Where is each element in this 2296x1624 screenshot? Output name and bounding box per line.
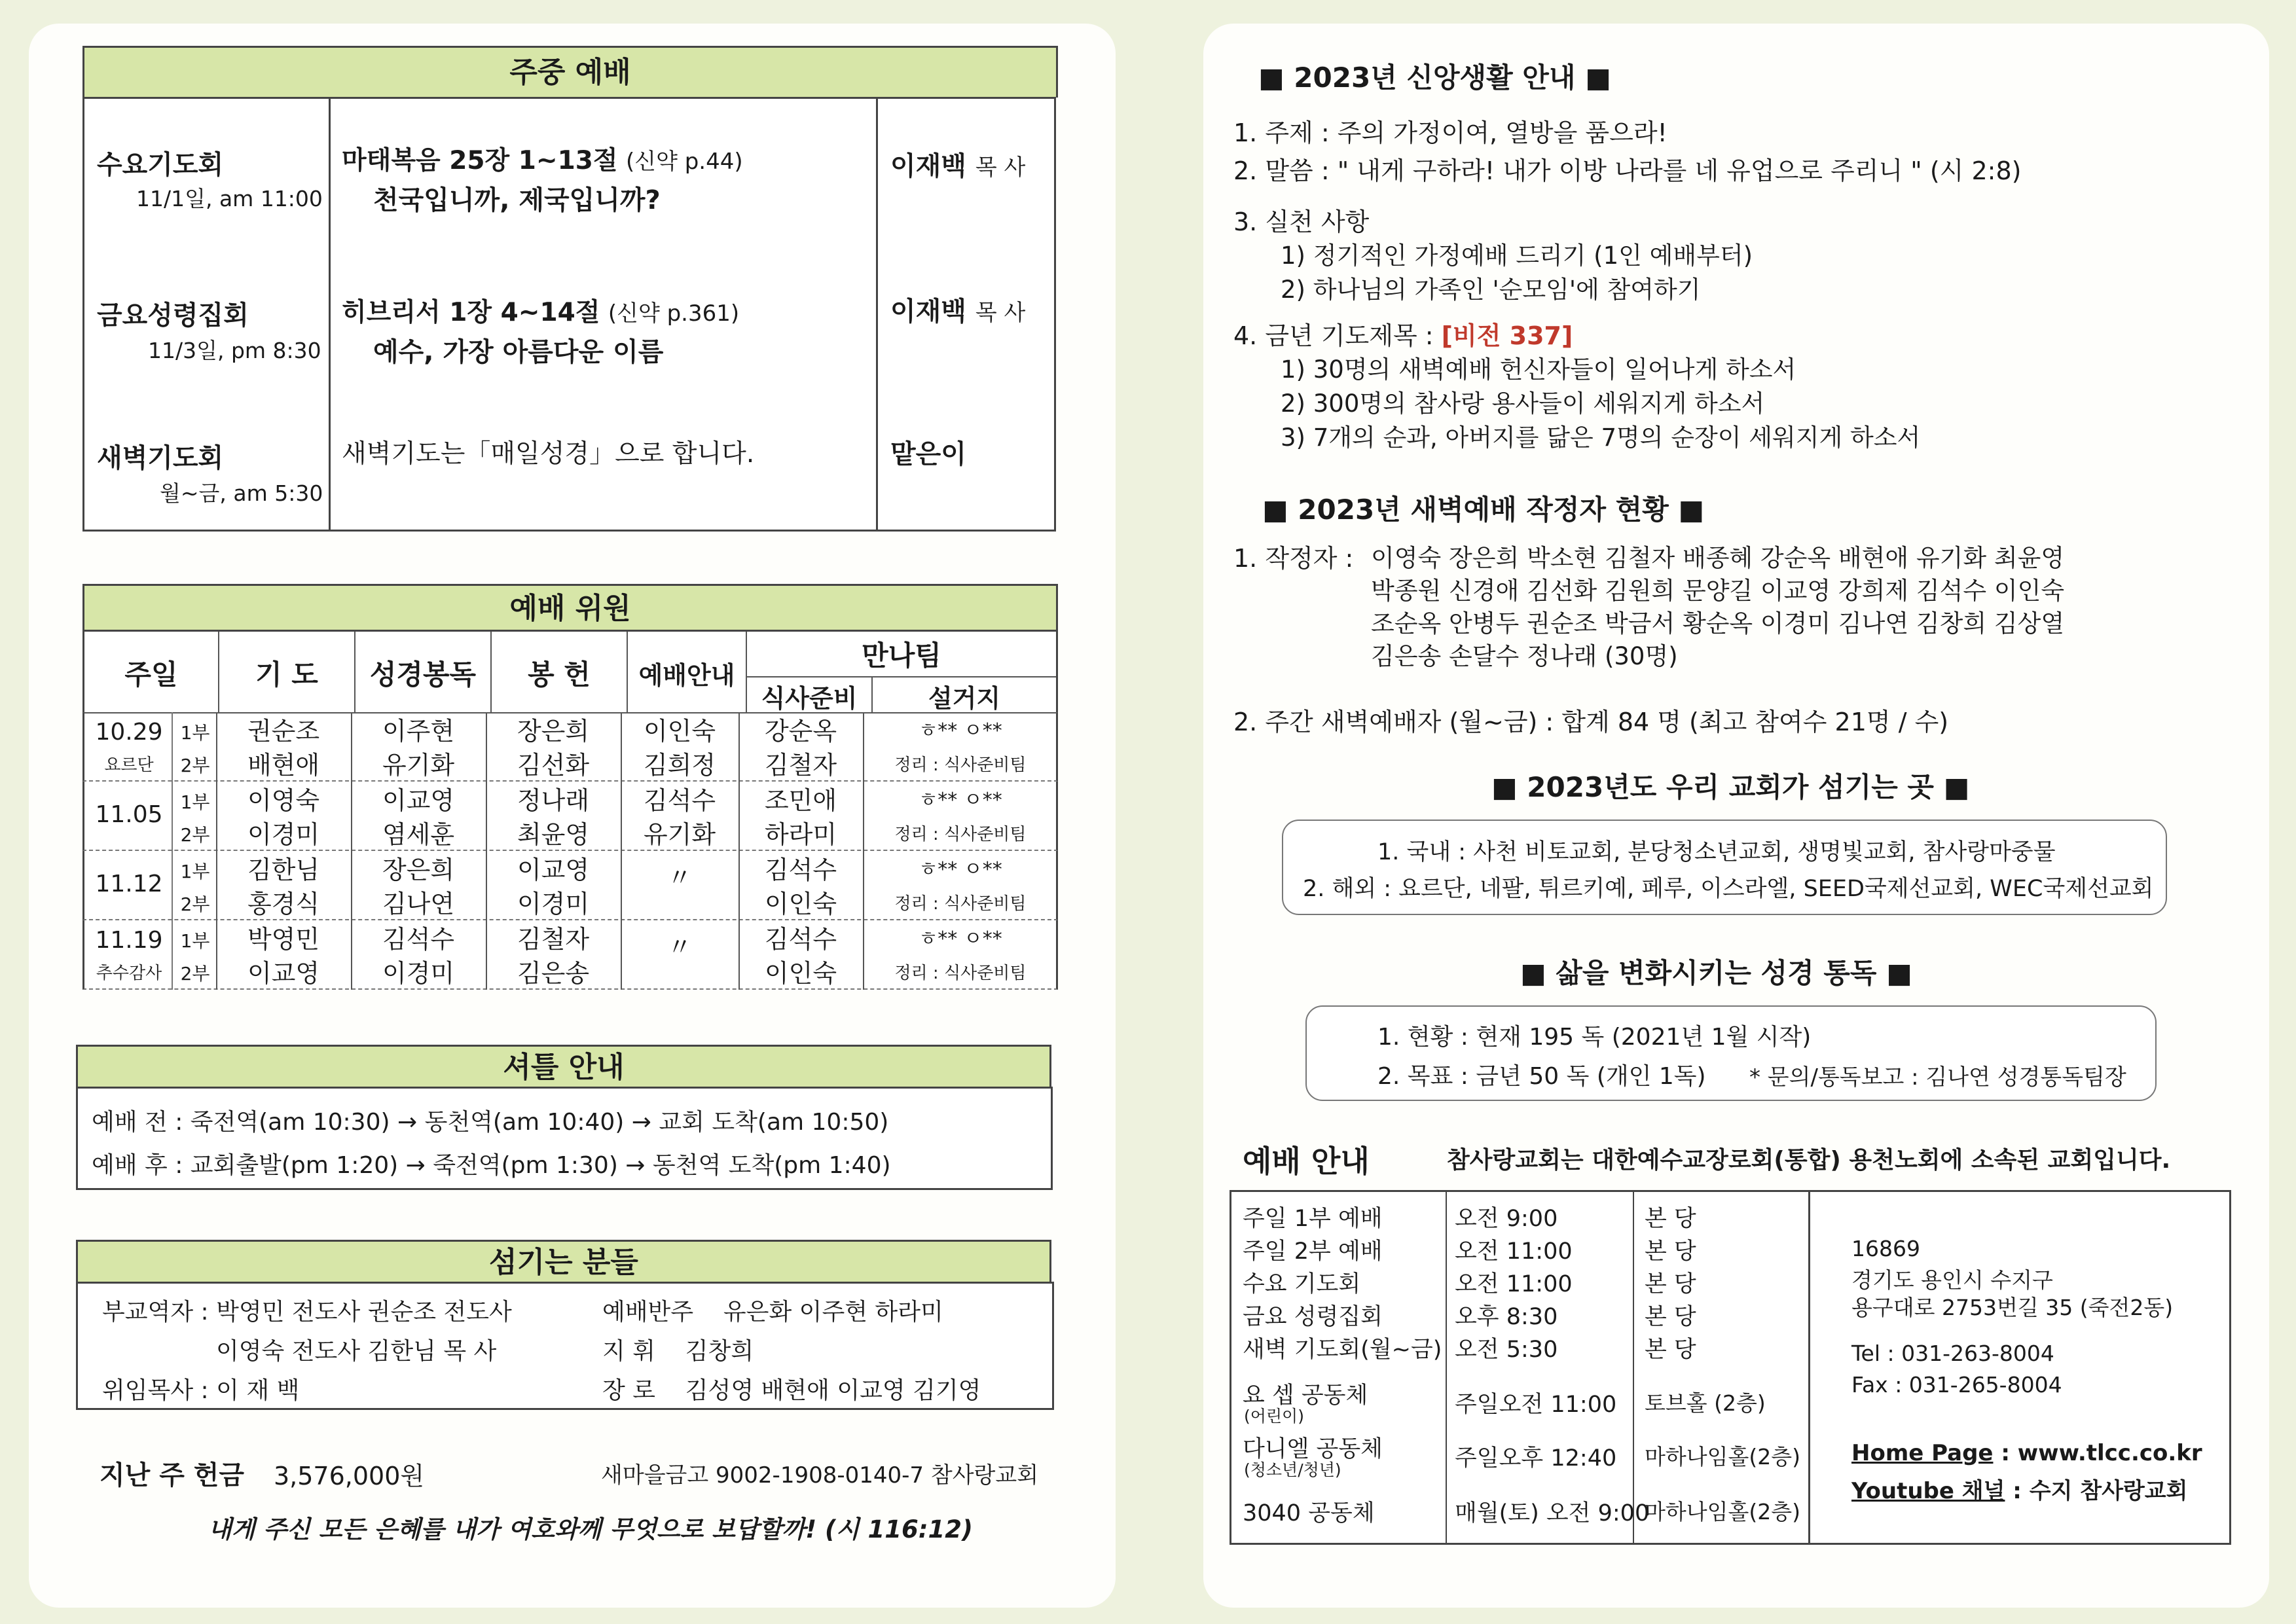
part-label: 2부 [180, 963, 210, 984]
group-time: 매월(토) 오전 9:00 [1455, 1500, 1650, 1526]
col-header: 예배안내 [627, 631, 746, 715]
service-time: 오전 11:00 [1455, 1271, 1573, 1297]
staff-usher: 김희정 [643, 751, 716, 780]
staff-table [82, 630, 1058, 716]
staff-offering: 최윤영 [517, 820, 590, 849]
service-time: 월~금, am 5:30 [160, 480, 323, 506]
col-header: 기 도 [219, 631, 355, 715]
conductor: 지 휘 김창희 [602, 1338, 754, 1365]
group-place: 마하나임홀(2층) [1645, 1444, 1801, 1470]
address-line: 용구대로 2753번길 35 (죽전2동) [1851, 1295, 2174, 1320]
staff-meal: 이인숙 [764, 959, 837, 988]
staff-prayer: 박영민 [247, 925, 320, 954]
staff-offering: 장은희 [517, 717, 590, 746]
staff-offering: 김은송 [517, 959, 590, 988]
faith-item: 1. 주제 : 주의 가정이여, 열방을 품으라! [1233, 118, 1667, 147]
bible-status: 1. 현황 : 현재 195 독 (2021년 1월 시작) [1377, 1024, 1812, 1051]
guide-title: 예배 안내 [1243, 1144, 1370, 1179]
staff-offering: 정나래 [517, 786, 590, 815]
service-passage: 새벽기도는「매일성경」으로 합니다. [342, 439, 755, 469]
group-name: 다니엘 공동체 [1243, 1436, 1383, 1462]
staff-reading: 염세훈 [382, 820, 455, 849]
faith-title: ■ 2023년 신앙생활 안내 ■ [1258, 62, 1611, 94]
staff-offering: 김선화 [517, 751, 590, 780]
speaker: 이재백 목 사 [890, 297, 1026, 327]
staff-dish: ㅎ** ㅇ** [919, 719, 1002, 742]
staff-meal: 이인숙 [764, 890, 837, 918]
bank-account: 새마을금고 9002-1908-0140-7 참사랑교회 [601, 1462, 1039, 1489]
staff-offering: 이경미 [517, 890, 590, 918]
bible-contact: * 문의/통독보고 : 김나연 성경통독팀장 [1749, 1064, 2126, 1091]
staff-meal: 강순옥 [764, 717, 837, 746]
service-date: 11.19 [95, 927, 163, 954]
staff-usher: 김석수 [643, 786, 716, 815]
service-name: 새벽기도회 [97, 443, 224, 473]
shuttle-title: 셔틀 안내 [76, 1045, 1051, 1089]
col-header: 식사준비 [746, 677, 872, 715]
staff-reading: 유기화 [382, 751, 455, 780]
faith-item: 2) 300명의 참사랑 용사들이 세워지게 하소서 [1281, 389, 1765, 418]
service-place: 본 당 [1645, 1206, 1696, 1232]
staff-prayer: 배현애 [247, 751, 320, 780]
staff-meal: 김철자 [764, 751, 837, 780]
group-name: 요 셉 공동체 [1243, 1382, 1368, 1409]
staff-reading: 김석수 [382, 925, 455, 954]
staff-prayer: 권순조 [247, 717, 320, 746]
mission-title: ■ 2023년도 우리 교회가 섬기는 곳 ■ [1491, 771, 1970, 803]
staff-usher: 〃 [666, 863, 692, 892]
assistant-pastors: 부교역자 : 박영민 전도사 권순조 전도사 [102, 1299, 512, 1326]
bible-title: ■ 삶을 변화시키는 성경 통독 ■ [1520, 957, 1912, 989]
mission-overseas: 2. 해외 : 요르단, 네팔, 튀르키예, 페루, 이스라엘, SEED국제선교회, WEC국제선교회 [1303, 876, 2154, 902]
staff-dish: ㅎ** ㅇ** [919, 928, 1002, 950]
service-name: 주일 1부 예배 [1243, 1206, 1383, 1232]
vision-label: [비전 337] [1441, 321, 1573, 350]
group-place: 토브홀 (2층) [1645, 1390, 1766, 1416]
postal-code: 16869 [1851, 1236, 1920, 1261]
group-time: 주일오후 12:40 [1455, 1445, 1617, 1471]
service-place: 본 당 [1645, 1337, 1696, 1363]
part-label: 2부 [180, 755, 210, 776]
closing-verse: 내게 주신 모든 은혜를 내가 여호와께 무엇으로 보답할까! (시 116:12) [208, 1515, 973, 1543]
service-time: 11/3일, pm 8:30 [148, 338, 321, 363]
shuttle-before: 예배 전 : 죽전역(am 10:30) → 동천역(am 10:40) → 교회 도착(am 10:50) [92, 1109, 889, 1136]
service-date: 10.29 [95, 719, 163, 746]
staff-offering: 김철자 [517, 925, 590, 954]
service-name: 수요기도회 [97, 150, 224, 180]
assistant-pastors-2: 이영숙 전도사 김한님 목 사 [216, 1338, 497, 1365]
part-label: 1부 [180, 861, 210, 882]
service-time: 11/1일, am 11:00 [136, 186, 323, 211]
service-time: 오전 9:00 [1455, 1206, 1558, 1232]
mission-domestic: 1. 국내 : 사천 비토교회, 분당청소년교회, 생명빛교회, 참사랑마중물 [1377, 839, 2056, 865]
service-name: 금요성령집회 [97, 300, 249, 331]
staff-offering: 이교영 [517, 856, 590, 884]
staff-prayer: 이경미 [247, 820, 320, 849]
col-header: 설거지 [872, 677, 1057, 715]
staff-dish: 정리 : 식사준비팀 [894, 894, 1027, 914]
service-name: 금요 성령집회 [1243, 1304, 1383, 1330]
staff-reading: 이주현 [382, 717, 455, 746]
servants-title: 섬기는 분들 [76, 1240, 1051, 1284]
offering-label: 지난 주 헌금 [100, 1460, 245, 1490]
group-time: 주일오전 11:00 [1455, 1392, 1617, 1418]
staff-meal: 조민애 [764, 786, 837, 815]
part-label: 1부 [180, 722, 210, 744]
faith-item: 1) 30명의 새벽예배 헌신자들이 일어나게 하소서 [1281, 355, 1796, 384]
faith-item: 3. 실천 사항 [1233, 208, 1370, 236]
faith-item: 2. 말씀 : " 내게 구하라! 내가 이방 나라를 네 유업으로 주리니 " (시 2:8) [1233, 156, 2022, 185]
staff-dish: ㅎ** ㅇ** [919, 789, 1002, 812]
service-name: 주일 2부 예배 [1243, 1238, 1383, 1265]
sermon-title: 예수, 가장 아름다운 이름 [373, 337, 664, 367]
service-time: 오후 8:30 [1455, 1304, 1558, 1330]
service-place: 본 당 [1645, 1304, 1696, 1330]
dawn-names: 조순옥 안병두 권순조 박금서 황순옥 이경미 김나연 김창희 김상열 [1371, 609, 2065, 638]
worship-title: 주중 예배 [82, 46, 1058, 98]
service-note: 추수감사 [96, 964, 162, 983]
part-label: 1부 [180, 791, 210, 813]
staff-meal: 하라미 [764, 820, 837, 849]
affiliation: 참사랑교회는 대한예수교장로회(통합) 용천노회에 소속된 교회입니다. [1447, 1147, 2171, 1174]
speaker: 맡은이 [890, 439, 966, 469]
staff-meal: 김석수 [764, 925, 837, 954]
faith-item: 1) 정기적인 가정예배 드리기 (1인 예배부터) [1281, 242, 1753, 270]
dawn-title: ■ 2023년 새벽예배 작정자 현황 ■ [1262, 494, 1705, 526]
fax: Fax : 031-265-8004 [1851, 1372, 2062, 1398]
telephone: Tel : 031-263-8004 [1851, 1341, 2054, 1366]
staff-dish: ㅎ** ㅇ** [919, 858, 1002, 881]
part-label: 2부 [180, 824, 210, 846]
col-header: 만나팀 [746, 631, 1057, 677]
service-name: 수요 기도회 [1243, 1271, 1361, 1297]
address-line: 경기도 용인시 수지구 [1851, 1267, 2053, 1293]
service-place: 본 당 [1645, 1271, 1696, 1297]
group-subtitle: (어린이) [1244, 1407, 1304, 1426]
offering-amount: 3,576,000원 [274, 1462, 425, 1490]
service-note: 요르단 [104, 755, 154, 775]
youtube-link[interactable]: Youtube 채널 : 수지 참사랑교회 [1851, 1478, 2188, 1504]
service-passage: 마태복음 25장 1~13절 (신약 p.44) [342, 146, 743, 175]
staff-reading: 장은희 [382, 856, 455, 884]
sermon-title: 천국입니까, 제국입니까? [373, 185, 661, 215]
accompanist: 예배반주 유은화 이주현 하라미 [602, 1299, 943, 1326]
service-time: 오전 5:30 [1455, 1337, 1558, 1363]
staff-prayer: 이영숙 [247, 786, 320, 815]
staff-prayer: 이교영 [247, 959, 320, 988]
part-label: 1부 [180, 930, 210, 952]
col-header: 주일 [84, 631, 219, 715]
group-subtitle: (청소년/청년) [1244, 1460, 1341, 1479]
dawn-label: 1. 작정자 : [1233, 544, 1354, 573]
staff-title: 예배 위원 [82, 584, 1058, 632]
staff-meal: 김석수 [764, 856, 837, 884]
staff-prayer: 김한님 [247, 856, 320, 884]
bible-goal: 2. 목표 : 금년 50 독 (개인 1독) [1377, 1063, 1706, 1090]
elders: 장 로 김성영 배현애 이교영 김기영 [602, 1377, 981, 1404]
part-label: 2부 [180, 893, 210, 915]
staff-dish: 정리 : 식사준비팀 [894, 755, 1027, 775]
staff-reading: 이교영 [382, 786, 455, 815]
dawn-names: 김은송 손달수 정나래 (30명) [1371, 642, 1678, 670]
senior-pastor: 위임목사 : 이 재 백 [102, 1377, 300, 1404]
staff-usher: 〃 [666, 933, 692, 962]
col-header: 봉 헌 [491, 631, 627, 715]
service-date: 11.05 [95, 801, 163, 828]
service-place: 본 당 [1645, 1238, 1696, 1265]
dawn-weekly: 2. 주간 새벽예배자 (월~금) : 합계 84 명 (최고 참여수 21명 / 수) [1233, 708, 1949, 736]
staff-reading: 김나연 [382, 890, 455, 918]
faith-item: 3) 7개의 순과, 아버지를 닮은 7명의 순장이 세워지게 하소서 [1281, 424, 1921, 452]
col-header: 성경봉독 [355, 631, 491, 715]
faith-item: 2) 하나님의 가족인 '순모임'에 참여하기 [1281, 276, 1701, 304]
staff-prayer: 홍경식 [247, 890, 320, 918]
service-passage: 히브리서 1장 4~14절 (신약 p.361) [342, 298, 740, 327]
staff-reading: 이경미 [382, 959, 455, 988]
staff-usher: 이인숙 [643, 717, 716, 746]
service-name: 새벽 기도회(월~금) [1243, 1337, 1442, 1363]
staff-dish: 정리 : 식사준비팀 [894, 964, 1027, 983]
speaker: 이재백 목 사 [890, 151, 1026, 181]
service-time: 오전 11:00 [1455, 1238, 1573, 1265]
faith-item: 4. 금년 기도제목 : [비전 337] [1233, 321, 1573, 350]
group-place: 마하나임홀(2층) [1645, 1499, 1801, 1525]
shuttle-after: 예배 후 : 교회출발(pm 1:20) → 죽전역(pm 1:30) → 동천역 도착(pm 1:40) [92, 1152, 891, 1179]
service-date: 11.12 [95, 871, 163, 897]
staff-usher: 유기화 [643, 820, 716, 849]
dawn-names: 이영숙 장은희 박소현 김철자 배종혜 강순옥 배현애 유기화 최윤영 [1371, 544, 2065, 572]
staff-dish: 정리 : 식사준비팀 [894, 825, 1027, 844]
dawn-names: 박종원 신경애 김선화 김원희 문양길 이교영 강희제 김석수 이인숙 [1371, 577, 2065, 605]
group-name: 3040 공동체 [1243, 1500, 1375, 1526]
homepage-link[interactable]: Home Page : www.tlcc.co.kr [1851, 1440, 2202, 1466]
